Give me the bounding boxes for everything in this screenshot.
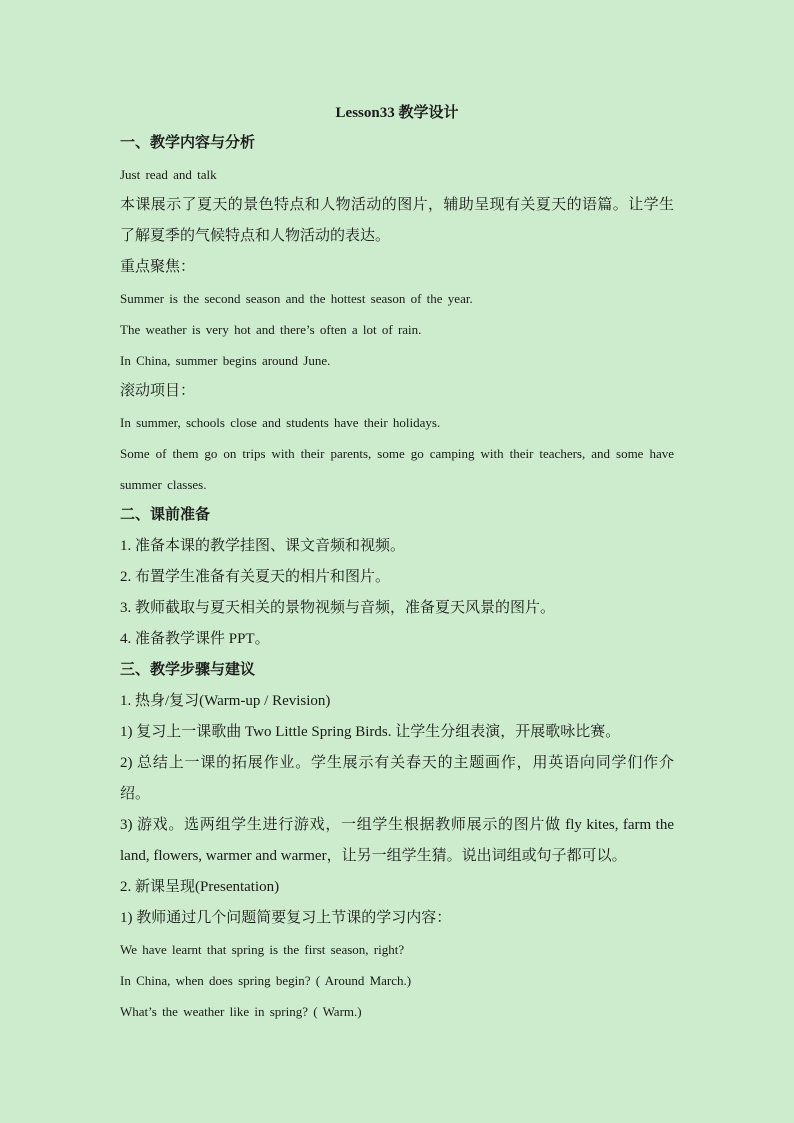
paragraph-line: Summer is the second season and the hottest season of the year. [120,291,473,306]
paragraph-line: Some of them go on trips with their parents, some go camping with their teachers, and some have summer classes. [120,446,674,492]
paragraph-line: 本课展示了夏天的景色特点和人物活动的图片，辅助呈现有关夏天的语篇。让学生了解夏季的气候特点和人物活动的表达。 [120,197,674,244]
paragraph-line: What’s the weather like in spring? ( Warm.) [120,1004,362,1019]
section-heading-teaching-steps: 三、教学步骤与建议 [120,662,256,678]
list-item: 2. 布置学生准备有关夏天的相片和图片。 [120,569,391,585]
list-item: 2) 总结上一课的拓展作业。学生展示有关春天的主题画作，用英语向同学们作介绍。 [120,755,674,802]
list-item: 1. 准备本课的教学挂图、课文音频和视频。 [120,538,406,554]
document-title: Lesson33 教学设计 [335,105,459,121]
list-item: 4. 准备教学课件 PPT。 [120,631,270,647]
list-item: 1. 热身/复习(Warm-up / Revision) [120,693,331,709]
paragraph-line: In summer, schools close and students have their holidays. [120,415,441,430]
section-heading-preparation: 二、课前准备 [120,507,211,523]
list-item: 3) 游戏。选两组学生进行游戏，一组学生根据教师展示的图片做 fly kites, farm the land, flowers, warmer and warmer，让另一组学生猜。说出词组或句子都可以。 [120,817,674,864]
paragraph-line: In China, when does spring begin? ( Around March.) [120,973,412,988]
paragraph-line: 重点聚焦： [120,259,196,275]
paragraph-line: We have learnt that spring is the first season, right? [120,942,405,957]
list-item: 3. 教师截取与夏天相关的景物视频与音频，准备夏天风景的图片。 [120,600,556,616]
list-item: 1) 复习上一课歌曲 Two Little Spring Birds. 让学生分组表演，开展歌咏比赛。 [120,724,621,740]
document-page [120,98,674,1027]
list-item: 2. 新课呈现(Presentation) [120,879,280,895]
paragraph-line: The weather is very hot and there’s often a lot of rain. [120,322,422,337]
list-item: 1) 教师通过几个问题简要复习上节课的学习内容： [120,910,452,926]
paragraph-line: 滚动项目： [120,383,196,399]
paragraph-line: In China, summer begins around June. [120,353,331,368]
section-heading-content-analysis: 一、教学内容与分析 [120,135,256,151]
paragraph-line: Just read and talk [120,167,217,182]
